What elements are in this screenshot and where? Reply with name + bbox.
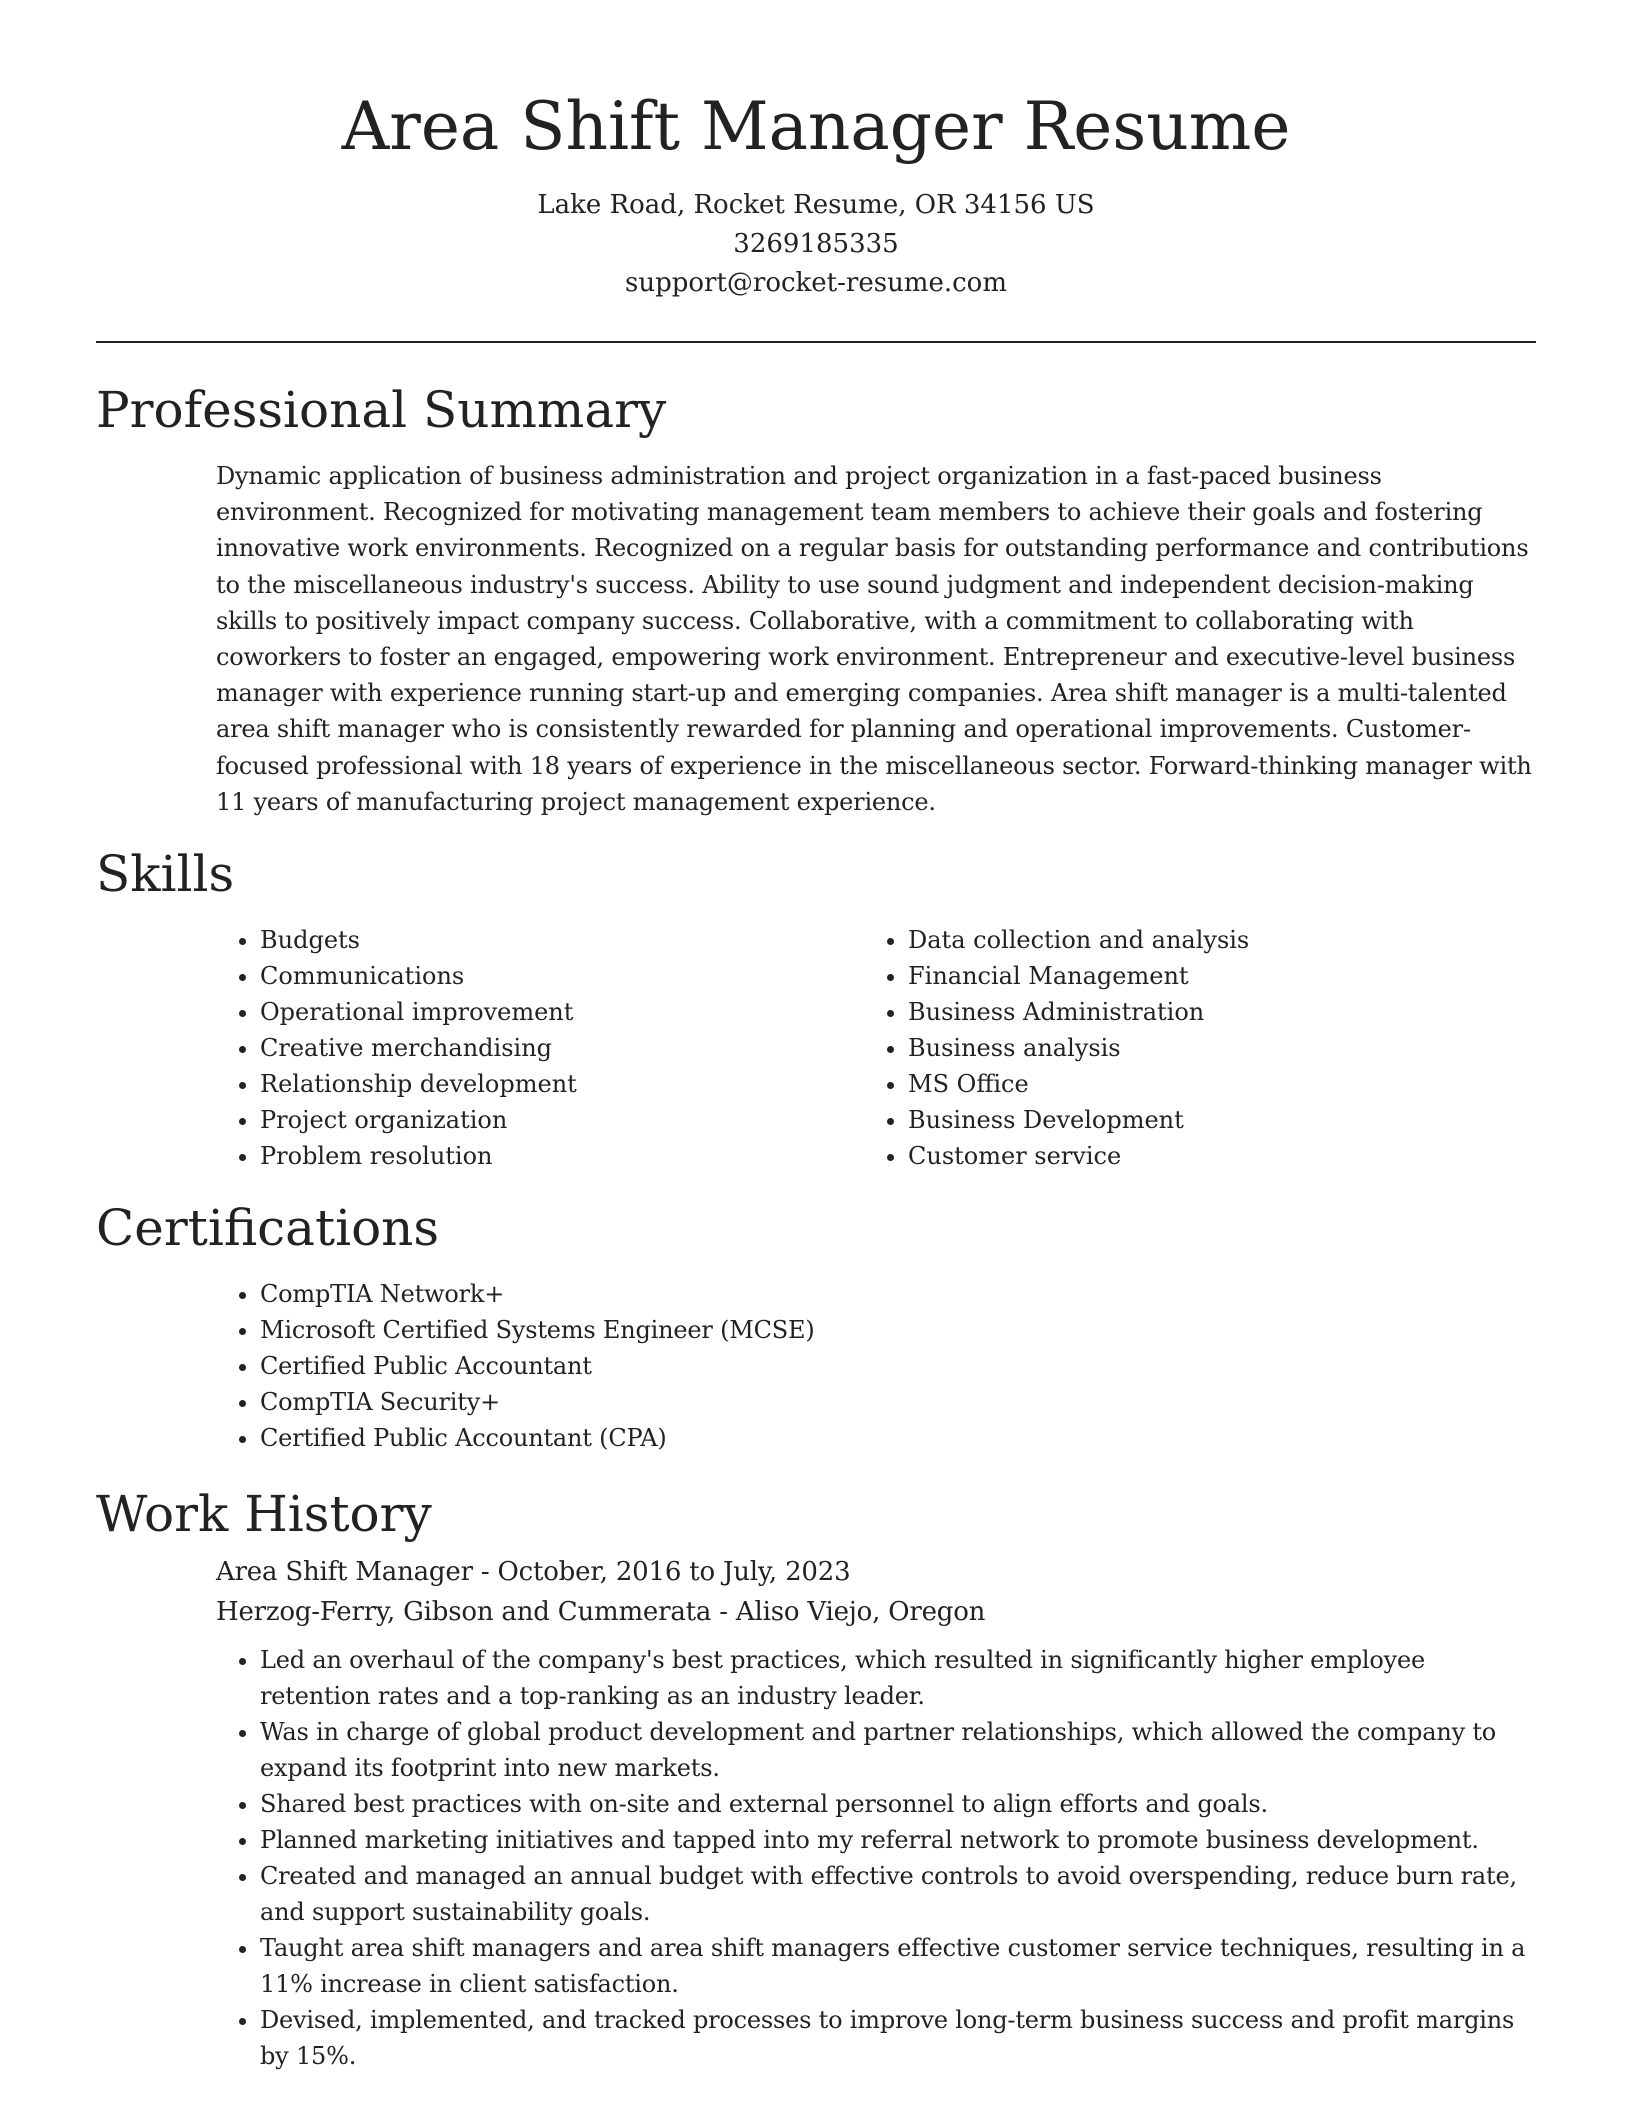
email: support@rocket-resume.com bbox=[624, 268, 1007, 298]
skills-heading: Skills bbox=[96, 845, 235, 903]
address: Lake Road, Rocket Resume, OR 34156 US bbox=[537, 190, 1095, 220]
certification-item: • CompTIA Security+ bbox=[260, 1384, 1538, 1420]
skill-item: • Budgets bbox=[260, 922, 836, 958]
skill-item: • Creative merchandising bbox=[260, 1030, 836, 1066]
job-entry bbox=[216, 1552, 1538, 2074]
certifications-heading: Certifications bbox=[96, 1199, 440, 1257]
phone: 3269185335 bbox=[733, 229, 899, 259]
job-company-location: Herzog-Ferry, Gibson and Cummerata - Aliso Viejo, Oregon bbox=[216, 1597, 986, 1627]
job-bullet: • Taught area shift managers and area shift managers effective customer service techniques, resulting in a 11% increase in client satisfaction. bbox=[260, 1930, 1538, 2002]
contact-info bbox=[0, 186, 1632, 303]
skill-item: • Operational improvement bbox=[260, 994, 836, 1030]
job-bullet: • Was in charge of global product development and partner relationships, which allowed the company to expand its footprint into new markets. bbox=[260, 1714, 1538, 1786]
skill-item: • Business analysis bbox=[908, 1030, 1484, 1066]
skill-item: • Business Administration bbox=[908, 994, 1484, 1030]
skill-item: • Project organization bbox=[260, 1102, 836, 1138]
header-divider bbox=[96, 341, 1536, 343]
job-bullet: • Created and managed an annual budget with effective controls to avoid overspending, reduce burn rate, and support sustainability goals. bbox=[260, 1858, 1538, 1930]
certification-item: • CompTIA Network+ bbox=[260, 1276, 1538, 1312]
skill-item: • Relationship development bbox=[260, 1066, 836, 1102]
job-bullet: • Led an overhaul of the company's best practices, which resulted in significantly higher employee retention rates and a top-ranking as an industry leader. bbox=[260, 1642, 1538, 1714]
job-bullet: • Shared best practices with on-site and external personnel to align efforts and goals. bbox=[260, 1786, 1538, 1822]
skill-item: • Business Development bbox=[908, 1102, 1484, 1138]
certifications-list bbox=[216, 1276, 1538, 1456]
work-history-heading: Work History bbox=[96, 1485, 432, 1543]
certification-item: • Certified Public Accountant bbox=[260, 1348, 1538, 1384]
job-role-dates: Area Shift Manager - October, 2016 to July, 2023 bbox=[216, 1557, 851, 1587]
skills-list-right bbox=[864, 922, 1484, 1174]
skill-item: • Financial Management bbox=[908, 958, 1484, 994]
skill-item: • Problem resolution bbox=[260, 1138, 836, 1174]
skills-list-left bbox=[216, 922, 836, 1174]
summary-heading: Professional Summary bbox=[96, 381, 667, 439]
skill-item: • MS Office bbox=[908, 1066, 1484, 1102]
certification-item: • Certified Public Accountant (CPA) bbox=[260, 1420, 1538, 1456]
summary-text: Dynamic application of business administration and project organization in a fast-paced business environment. Recognized for motivating management team members to achieve their goals and fostering innovative work environments. Recognized on a regular basis for outstanding performance and contributions to the miscellaneous industry's success. Ability to use sound judgment and independent decision-making skills to positively impact company success. Collaborative, with a commitment to collaborating with coworkers to foster an engaged, empowering work environment. Entrepreneur and executive-level business manager with experience running start-up and emerging companies. Area shift manager is a multi-talented area shift manager who is consistently rewarded for planning and operational improvements. Customer-focused professional with 18 years of experience in the miscellaneous sector. Forward-thinking manager with 11 years of manufacturing project management experience. bbox=[216, 462, 1532, 816]
job-bullet: • Planned marketing initiatives and tapped into my referral network to promote business development. bbox=[260, 1822, 1538, 1858]
skill-item: • Customer service bbox=[908, 1138, 1484, 1174]
skill-item: • Data collection and analysis bbox=[908, 922, 1484, 958]
certification-item: • Microsoft Certified Systems Engineer (MCSE) bbox=[260, 1312, 1538, 1348]
resume-title: Area Shift Manager Resume bbox=[341, 88, 1291, 165]
skill-item: • Communications bbox=[260, 958, 836, 994]
job-bullet: • Devised, implemented, and tracked processes to improve long-term business success and profit margins by 15%. bbox=[260, 2002, 1538, 2074]
resume-header bbox=[0, 0, 1632, 303]
